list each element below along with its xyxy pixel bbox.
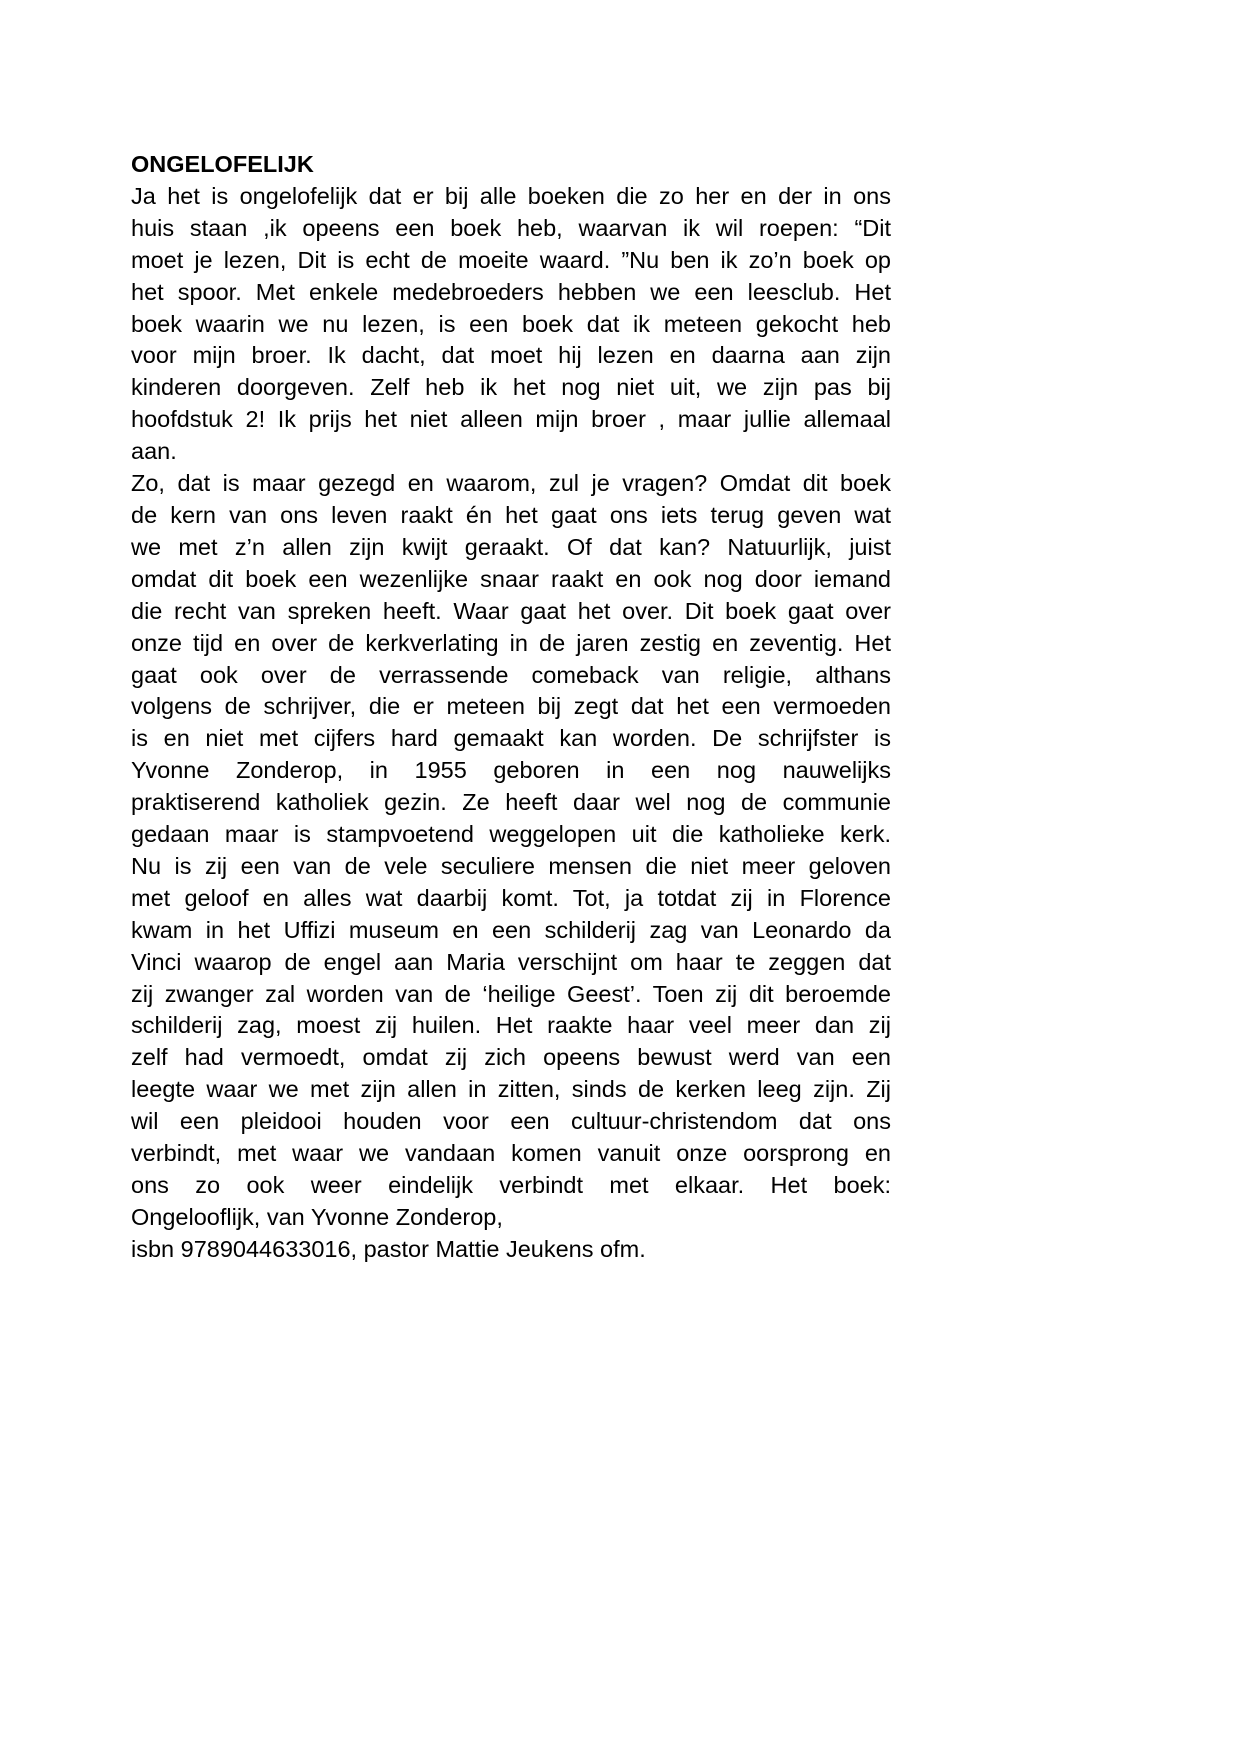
text-line: Zo, dat is maar gezegd en waarom, zul je vragen? Omdat dit boek [131,470,891,497]
text-line: Ongelooflijk, van Yvonne Zonderop, [131,1203,503,1230]
text-line: is en niet met cijfers hard gemaakt kan worden. De schrijfster is [131,725,891,752]
text-line: huis staan ,ik opeens een boek heb, waarvan ik wil roepen: “Dit [131,214,891,241]
text-line: hoofdstuk 2! Ik prijs het niet alleen mijn broer , maar jullie allemaal [131,406,891,433]
text-line: Yvonne Zonderop, in 1955 geboren in een nog nauwelijks [131,757,891,784]
text-line: boek waarin we nu lezen, is een boek dat ik meteen gekocht heb [131,310,891,337]
text-line: aan. [131,438,177,465]
text-line: gaat ook over de verrassende comeback van religie, althans [131,661,891,688]
paragraph [131,181,891,468]
text-line: Ja het is ongelofelijk dat er bij alle boeken die zo her en der in ons [131,182,891,209]
paragraph [131,468,891,1234]
text-line: voor mijn broer. Ik dacht, dat moet hij lezen en daarna aan zijn [131,342,891,369]
text-line: leegte waar we met zijn allen in zitten, sinds de kerken leeg zijn. Zij [131,1076,891,1103]
text-line: de kern van ons leven raakt én het gaat ons iets terug geven wat [131,501,891,528]
text-line: isbn 9789044633016, pastor Mattie Jeukens ofm. [131,1235,646,1262]
document-paragraphs [131,181,891,1266]
text-line: die recht van spreken heeft. Waar gaat het over. Dit boek gaat over [131,597,891,624]
text-line: kinderen doorgeven. Zelf heb ik het nog niet uit, we zijn pas bij [131,374,891,401]
text-block [131,149,891,1266]
text-line: volgens de schrijver, die er meteen bij zegt dat het een vermoeden [131,693,891,720]
text-line: omdat dit boek een wezenlijke snaar raakt en ook nog door iemand [131,565,891,592]
text-line: we met z’n allen zijn kwijt geraakt. Of dat kan? Natuurlijk, juist [131,533,891,560]
text-line: schilderij zag, moest zij huilen. Het raakte haar veel meer dan zij [131,1012,891,1039]
text-line: zij zwanger zal worden van de ‘heilige Geest’. Toen zij dit beroemde [131,980,891,1007]
text-line: ons zo ook weer eindelijk verbindt met elkaar. Het boek: [131,1172,891,1198]
text-line: wil een pleidooi houden voor een cultuur-christendom dat ons [131,1108,891,1135]
text-line: met geloof en alles wat daarbij komt. Tot, ja totdat zij in Florence [131,884,891,911]
text-line: Nu is zij een van de vele seculiere mensen die niet meer geloven [131,852,891,879]
text-line: praktiserend katholiek gezin. Ze heeft daar wel nog de communie [131,789,891,816]
text-line: kwam in het Uffizi museum en een schilderij zag van Leonardo da [131,916,891,943]
text-line: zelf had vermoedt, omdat zij zich opeens bewust werd van een [131,1044,891,1071]
text-line: gedaan maar is stampvoetend weggelopen uit die katholieke kerk. [131,821,891,848]
document-heading: ONGELOFELIJK [131,151,314,177]
text-line: moet je lezen, Dit is echt de moeite waard. ”Nu ben ik zo’n boek op [131,246,891,273]
text-line: het spoor. Met enkele medebroeders hebben we een leesclub. Het [131,278,891,305]
text-line: verbindt, met waar we vandaan komen vanuit onze oorsprong en [131,1140,891,1167]
text-line: onze tijd en over de kerkverlating in de jaren zestig en zeventig. Het [131,629,891,656]
paragraph [131,1234,891,1266]
text-line: Vinci waarop de engel aan Maria verschijnt om haar te zeggen dat [131,948,891,975]
